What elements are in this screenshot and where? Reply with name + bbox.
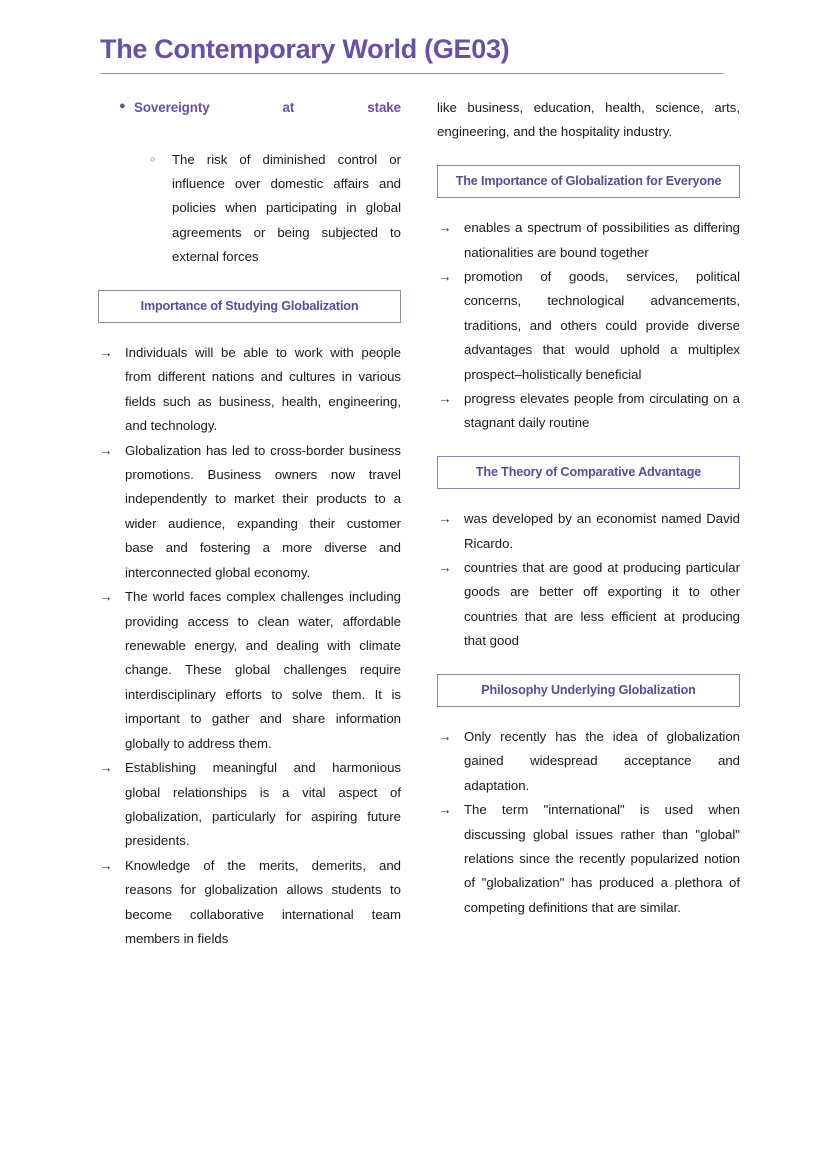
list-item bbox=[134, 148, 401, 270]
section-header-label: Importance of Studying Globalization bbox=[140, 298, 359, 313]
arrow-bullet-icon: → bbox=[99, 857, 113, 873]
list-item bbox=[437, 556, 740, 654]
arrow-bullet-icon: → bbox=[438, 802, 452, 818]
list-item bbox=[437, 798, 740, 920]
page-title: The Contemporary World (GE03) bbox=[100, 34, 510, 64]
list-item-text: was developed by an economist named David Ricardo. bbox=[464, 511, 740, 551]
sovereignty-sublist bbox=[98, 148, 401, 270]
list-item bbox=[437, 216, 740, 265]
list-item-text: enables a spectrum of possibilities as differing nationalities are bound together bbox=[464, 220, 740, 260]
continuation-paragraph: like business, education, health, science, arts, engineering, and the hospitality industry. bbox=[437, 100, 740, 140]
arrow-bullet-icon: → bbox=[438, 511, 452, 527]
list-item bbox=[98, 854, 401, 952]
section-header-label: The Importance of Globalization for Everyone bbox=[455, 173, 722, 188]
section-header-label: Philosophy Underlying Globalization bbox=[481, 682, 696, 697]
sovereignty-label: Sovereignty at stake bbox=[134, 100, 401, 115]
list-item-text: The term "international" is used when discussing global issues rather than "global" relations since the recently popularized notion of "globalization" has produced a plethora of competing definitions that are similar. bbox=[464, 802, 740, 915]
arrow-bullet-icon: → bbox=[99, 589, 113, 605]
list-item bbox=[437, 507, 740, 556]
list-item bbox=[98, 96, 401, 146]
list-item-text: promotion of goods, services, political concerns, technological advancements, traditions, and others could provide diverse advantages that would uphold a multiplex prospect–holistically beneficial bbox=[464, 268, 740, 382]
disc-bullet-icon: ● bbox=[119, 100, 126, 112]
list-item bbox=[98, 756, 401, 854]
philosophy-list bbox=[437, 725, 740, 920]
list-item-text: Only recently has the idea of globalization gained widespread acceptance and adaptation. bbox=[464, 728, 740, 793]
list-item bbox=[98, 585, 401, 756]
list-item bbox=[437, 387, 740, 436]
left-column bbox=[98, 96, 401, 952]
arrow-bullet-icon: → bbox=[438, 559, 452, 575]
arrow-bullet-icon: → bbox=[438, 391, 452, 407]
circle-bullet-icon: ○ bbox=[150, 153, 156, 164]
sovereignty-list bbox=[98, 96, 401, 146]
arrow-bullet-icon: → bbox=[438, 220, 452, 236]
importance-of-studying-list bbox=[98, 341, 401, 952]
list-item bbox=[98, 341, 401, 439]
list-item-text: progress elevates people from circulating on a stagnant daily routine bbox=[464, 391, 740, 431]
list-item-text: The world faces complex challenges including providing access to clean water, affordable renewable energy, and dealing with climate change. These global challenges require interdisciplinary efforts to solve them. It is important to gather and share information globally to address them. bbox=[125, 589, 401, 751]
section-header-philosophy-underlying-globalization bbox=[437, 674, 740, 707]
comparative-advantage-list bbox=[437, 507, 740, 654]
section-header-importance-of-studying-globalization bbox=[98, 290, 401, 323]
arrow-bullet-icon: → bbox=[99, 344, 113, 360]
list-item-text: Individuals will be able to work with people from different nations and cultures in various fields such as business, health, engineering, and technology. bbox=[125, 344, 401, 434]
arrow-bullet-icon: → bbox=[438, 268, 452, 284]
list-item bbox=[437, 725, 740, 798]
section-header-importance-of-globalization-for-everyone bbox=[437, 165, 740, 198]
title-divider bbox=[100, 73, 724, 74]
arrow-bullet-icon: → bbox=[99, 760, 113, 776]
arrow-bullet-icon: → bbox=[438, 728, 452, 744]
list-item-text: The risk of diminished control or influence over domestic affairs and policies when participating in global agreements or being subjected to external forces bbox=[172, 151, 401, 265]
list-item bbox=[98, 439, 401, 586]
arrow-bullet-icon: → bbox=[99, 442, 113, 458]
list-item-text: Establishing meaningful and harmonious global relationships is a vital aspect of globalization, particularly for aspiring future presidents. bbox=[125, 760, 401, 849]
section-header-label: The Theory of Comparative Advantage bbox=[475, 464, 702, 479]
section-header-theory-of-comparative-advantage bbox=[437, 456, 740, 489]
importance-for-everyone-list bbox=[437, 216, 740, 436]
list-item-text: Knowledge of the merits, demerits, and reasons for globalization allows students to become collaborative international team members in fields bbox=[125, 857, 401, 947]
list-item-text: Globalization has led to cross-border business promotions. Business owners now travel independently to market their products to a wider audience, expanding their customer base and fostering a more diverse and interconnected global economy. bbox=[125, 442, 401, 580]
right-column bbox=[437, 96, 740, 920]
title-block bbox=[100, 34, 724, 74]
list-item bbox=[437, 265, 740, 387]
list-item-text: countries that are good at producing particular goods are better off exporting it to other countries that are less efficient at producing that good bbox=[464, 559, 740, 649]
